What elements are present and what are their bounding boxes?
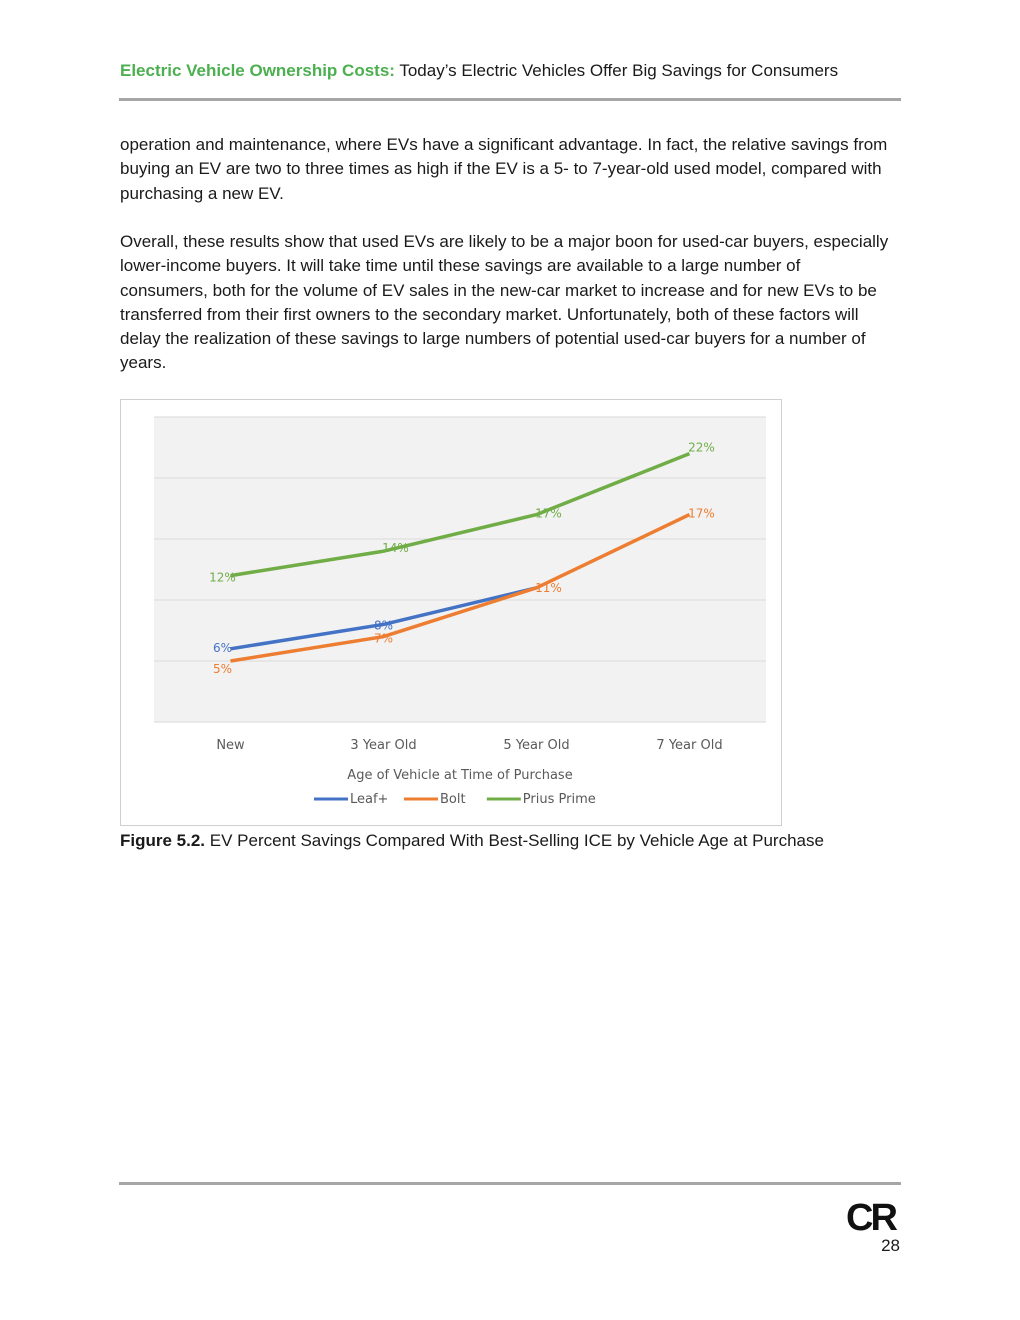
- header-title-rest: Today’s Electric Vehicles Offer Big Savings for Consumers: [394, 61, 839, 80]
- plot-area: [154, 417, 766, 722]
- page-number: 28: [881, 1236, 900, 1255]
- x-tick-label: 7 Year Old: [656, 738, 723, 753]
- x-tick-label: 3 Year Old: [350, 738, 417, 753]
- cr-logo-icon: [846, 1196, 898, 1236]
- data-label: 22%: [688, 440, 715, 455]
- running-header: [120, 61, 910, 81]
- legend-label: Leaf+: [350, 792, 389, 807]
- legend-label: Prius Prime: [522, 792, 596, 807]
- x-axis-label: Age of Vehicle at Time of Purchase: [347, 768, 573, 783]
- header-rule: [119, 98, 901, 101]
- paragraph-2: Overall, these results show that used EVs are likely to be a major boon for used-car buyers, especially lower-income buyers. It will take time until these savings are available to a large number of consumers, both for the volume of EV sales in the new-car market to increase and for new EVs to be transferred from their first owners to the secondary market. Unfortunately, both of these factors will delay the realization of these savings to large numbers of potential used-car buyers for a number of years.: [120, 232, 889, 373]
- x-tick-label: New: [216, 738, 245, 753]
- data-label: 17%: [535, 506, 562, 521]
- figure-caption: [120, 831, 824, 851]
- data-label: 6%: [212, 640, 233, 655]
- x-tick-label: 5 Year Old: [503, 738, 570, 753]
- data-label: 8%: [373, 618, 394, 633]
- logo-text: CR: [846, 1197, 895, 1236]
- data-label: 14%: [382, 541, 409, 556]
- caption-text: EV Percent Savings Compared With Best-Selling ICE by Vehicle Age at Purchase: [205, 831, 824, 850]
- data-label: 5%: [212, 662, 233, 676]
- legend-label: Bolt: [440, 792, 466, 807]
- figure-5-2-chart: [120, 399, 782, 826]
- data-label: 11%: [535, 580, 562, 595]
- footer-rule: [119, 1182, 901, 1185]
- data-label: 7%: [373, 631, 394, 646]
- caption-label: Figure 5.2.: [120, 831, 206, 850]
- header-title-bold: Electric Vehicle Ownership Costs:: [120, 61, 395, 80]
- paragraph-1: operation and maintenance, where EVs have a significant advantage. In fact, the relative savings from buying an EV are two to three times as high if the EV is a 5- to 7-year-old used model, compared with purchasing a new EV.: [120, 135, 888, 203]
- data-label: 17%: [688, 506, 715, 521]
- data-label: 12%: [209, 570, 236, 585]
- line-chart: [121, 400, 783, 827]
